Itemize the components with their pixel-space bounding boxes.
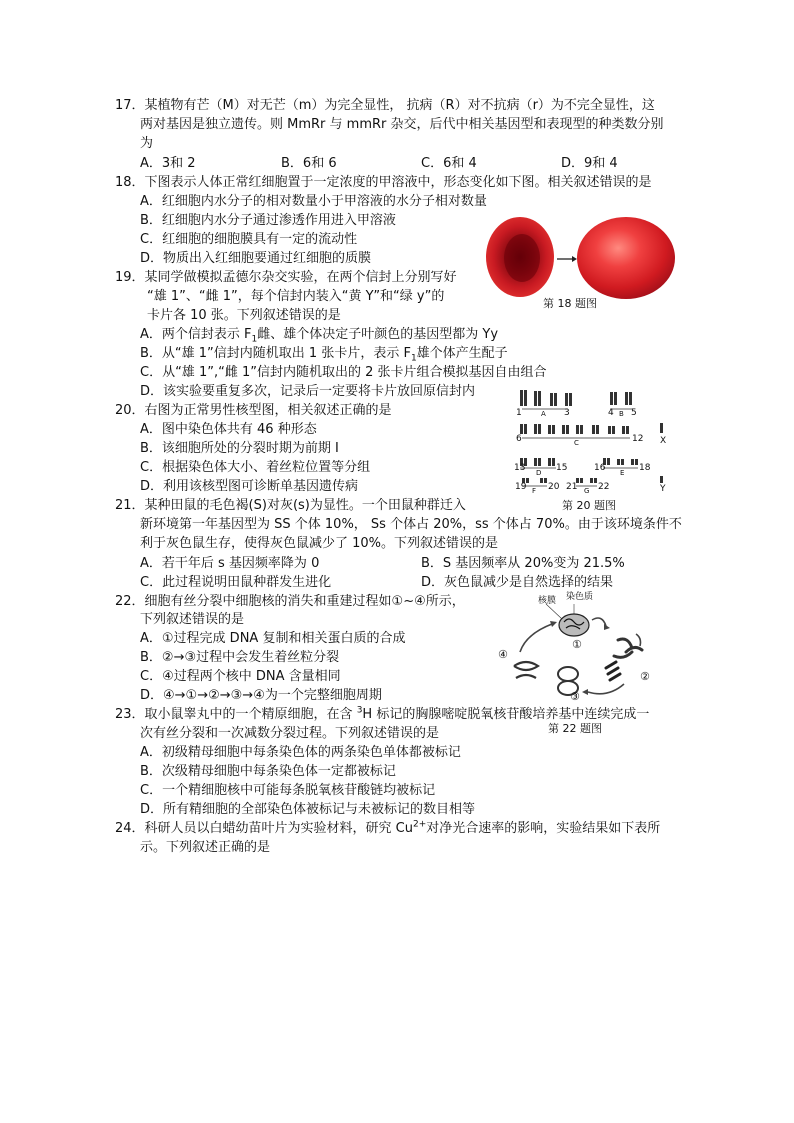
q17-stem-line1: 17．某植物有芒（M）对无芒（m）为完全显性， 抗病（R）对不抗病（r）为不完全显性，这 <box>115 98 655 113</box>
q18-option-b: B．红细胞内水分子通过渗透作用进入甲溶液 <box>140 213 396 228</box>
nuclear-membrane-label: 核膜 <box>538 596 557 606</box>
karyotype-label-19: 19 <box>515 482 527 492</box>
karyotype-label-20: 20 <box>548 482 560 492</box>
q18-figure-caption: 第 18 题图 <box>543 297 597 310</box>
q22-stem-line2: 下列叙述错误的是 <box>140 612 245 627</box>
q21-stem-line1: 21．某种田鼠的毛色褐(S)对灰(s)为显性。一个田鼠种群迁入 <box>115 498 466 513</box>
karyotype-label-22: 22 <box>598 482 610 492</box>
mitosis-nucleus-figure <box>494 592 670 704</box>
karyotype-label-18: 18 <box>639 463 651 473</box>
q17-option-a: A．3和 2 <box>140 156 196 171</box>
karyotype-label-15: 15 <box>556 463 568 473</box>
karyotype-label-1: 1 <box>516 408 522 418</box>
arrow-right-icon <box>557 256 577 262</box>
q22-option-c: C．④过程两个核中 DNA 含量相同 <box>140 669 341 684</box>
karyotype-group-g: G <box>584 487 590 495</box>
q19-option-d: D．该实验要重复多次，记录后一定要将卡片放回原信封内 <box>140 384 476 399</box>
q23-option-d: D．所有精细胞的全部染色体被标记与未被标记的数目相等 <box>140 802 476 817</box>
chromatin-label: 染色质 <box>566 592 594 602</box>
q19-stem-line2: “雄 1”、“雌 1”，每个信封内装入“黄 Y”和“绿 y”的 <box>147 289 445 304</box>
q22-option-d: D．④→①→②→③→④为一个完整细胞周期 <box>140 688 382 703</box>
karyotype-label-y: Y <box>660 484 666 494</box>
stage-2-label: ② <box>640 670 650 683</box>
q20-figure-caption: 第 20 题图 <box>562 499 616 512</box>
q21-option-d: D．灰色鼠减少是自然选择的结果 <box>421 575 614 590</box>
q23-option-a: A．初级精母细胞中每条染色体的两条染色单体都被标记 <box>140 745 461 760</box>
q20-option-a: A．图中染色体共有 46 种形态 <box>140 422 317 437</box>
q23-stem-line2: 次有丝分裂和一次减数分裂过程。下列叙述错误的是 <box>140 726 440 741</box>
q19-stem-line1: 19．某同学做模拟孟德尔杂交实验，在两个信封上分别写好 <box>115 270 457 285</box>
q19-option-c: C．从“雄 1”,“雌 1”信封内随机取出的 2 张卡片组合模拟基因自由组合 <box>140 365 547 380</box>
q20-option-b: B．该细胞所处的分裂时期为前期 I <box>140 441 339 456</box>
q22-option-b: B．②→③过程中会发生着丝粒分裂 <box>140 650 340 665</box>
q21-option-b: B．S 基因频率从 20%变为 21.5% <box>421 556 625 571</box>
q23-option-b: B．次级精母细胞中每条染色体一定都被标记 <box>140 764 396 779</box>
q18-option-c: C．红细胞的细胞膜具有一定的流动性 <box>140 232 358 247</box>
q20-option-c: C．根据染色体大小、着丝粒位置等分组 <box>140 460 371 475</box>
q23-stem-line1: 23．取小鼠睾丸中的一个精原细胞，在含 $^3$H 标记的胸腺嘧啶脱氧核苷酸培养基中连续完成一 <box>115 705 650 722</box>
q17-stem-line2: 两对基因是独立遗传。则 MmRr 与 mmRr 杂交，后代中相关基因型和表现型的种类数分别 <box>140 117 664 132</box>
karyotype-figure <box>510 388 682 496</box>
mitosis-stages-drawing <box>494 592 670 704</box>
stage-4-label: ④ <box>498 648 508 661</box>
karyotype-group-b: B <box>619 410 624 418</box>
biconcave-rbc-icon <box>486 217 554 297</box>
q21-option-c: C．此过程说明田鼠种群发生进化 <box>140 575 332 590</box>
karyotype-label-16: 16 <box>594 463 606 473</box>
q17-option-b: B．6和 6 <box>281 156 337 171</box>
nucleus-stage-4-icon <box>514 662 578 695</box>
nucleus-stage-1-icon <box>546 604 589 636</box>
karyotype-label-4: 4 <box>608 408 614 418</box>
q18-option-d: D．物质出入红细胞要通过红细胞的质膜 <box>140 251 372 266</box>
karyotype-label-5: 5 <box>631 408 637 418</box>
karyotype-group-f: F <box>532 487 537 495</box>
q17-stem-line3: 为 <box>140 136 154 151</box>
q22-stem-line1: 22．细胞有丝分裂中细胞核的消失和重建过程如①~④所示， <box>115 594 465 609</box>
karyotype-label-6: 6 <box>516 434 522 444</box>
karyotype-label-x: X <box>660 436 667 446</box>
q21-stem-line3: 利于灰色鼠生存，使得灰色鼠减少了 10%。下列叙述错误的是 <box>140 536 499 551</box>
karyotype-group-a: A <box>541 410 546 418</box>
q20-stem: 20．右图为正常男性核型图，相关叙述正确的是 <box>115 403 392 418</box>
q21-stem-line2: 新环境第一年基因型为 SS 个体 10%， Ss 个体占 20%，ss 个体占 70%。由于该环境条件不 <box>140 517 682 532</box>
karyotype-label-3: 3 <box>564 408 570 418</box>
q22-option-a: A．①过程完成 DNA 复制和相关蛋白质的合成 <box>140 631 406 646</box>
q24-stem-line2: 示。下列叙述正确的是 <box>140 840 271 855</box>
stage-3-label: ③ <box>570 690 580 703</box>
red-blood-cell-figure <box>484 214 680 300</box>
q21-option-a: A．若干年后 s 基因频率降为 0 <box>140 556 320 571</box>
swollen-rbc-icon <box>577 217 675 299</box>
karyotype-chromosomes <box>510 388 682 496</box>
q22-figure-caption: 第 22 题图 <box>548 722 602 735</box>
q17-option-c: C．6和 4 <box>421 156 477 171</box>
q17-option-d: D．9和 4 <box>561 156 618 171</box>
q23-option-c: C．一个精细胞核中可能每条脱氧核苷酸链均被标记 <box>140 783 436 798</box>
karyotype-group-e: E <box>620 469 625 477</box>
q19-option-a: A．两个信封表示 $F_1$雌、雄个体决定子叶颜色的基因型都为 Yy <box>140 327 499 345</box>
nucleus-stage-3-icon <box>606 662 620 680</box>
karyotype-label-13: 13 <box>514 463 526 473</box>
q19-stem-line3: 卡片各 10 张。下列叙述错误的是 <box>147 308 341 323</box>
q24-stem-line1: 24．科研人员以白蜡幼苗叶片为实验材料，研究 $Cu^{2+}$对净光合速率的影响，实验结果如下表所 <box>115 819 661 836</box>
karyotype-label-21: 21 <box>566 482 578 492</box>
nucleus-stage-2-icon <box>614 634 642 657</box>
stage-1-label: ① <box>572 638 582 651</box>
q20-option-d: D．利用该核型图可诊断单基因遗传病 <box>140 479 359 494</box>
karyotype-group-d: D <box>536 469 542 477</box>
q18-stem: 18．下图表示人体正常红细胞置于一定浓度的甲溶液中，形态变化如下图。相关叙述错误的是 <box>115 175 652 190</box>
karyotype-label-12: 12 <box>632 434 644 444</box>
q19-option-b: B．从“雄 1”信封内随机取出 1 张卡片，表示 $F_1$雄个体产生配子 <box>140 346 508 364</box>
karyotype-group-c: C <box>574 439 579 447</box>
q18-option-a: A．红细胞内水分子的相对数量小于甲溶液的水分子相对数量 <box>140 194 487 209</box>
